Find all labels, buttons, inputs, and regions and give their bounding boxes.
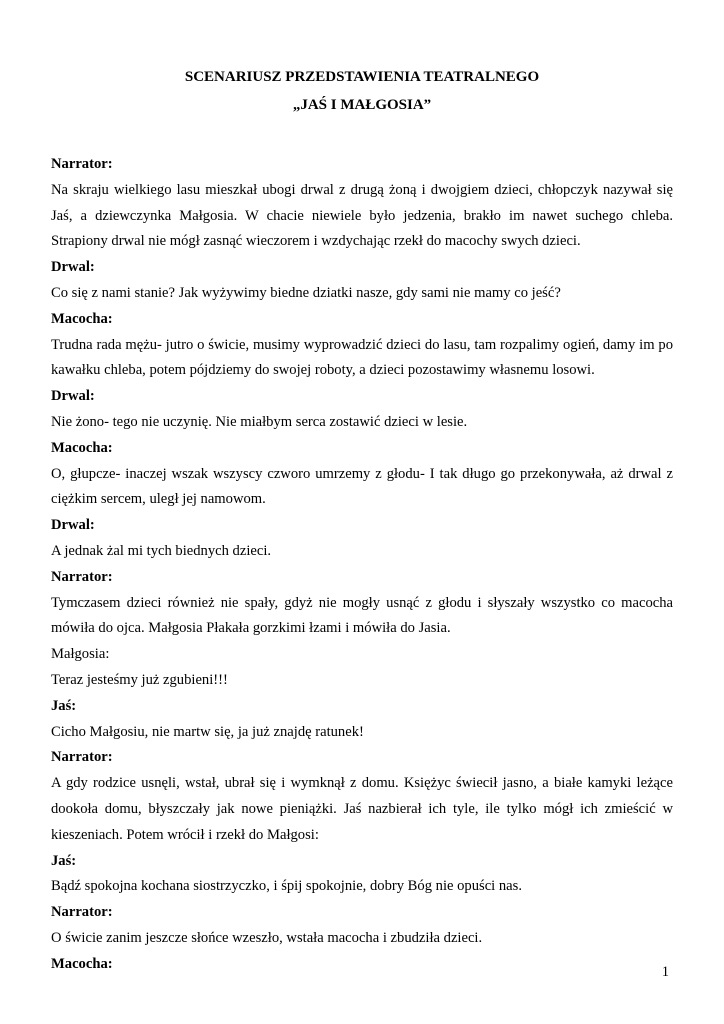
dialogue-line: Na skraju wielkiego lasu mieszkał ubogi drwal z drugą żoną i dwojgiem dzieci, chłopczyk nazywał się Jaś, a dziewczynka Małgosia. W chacie niewiele było jedzenia, brakło im nawet suchego chleba. Strapiony drwal nie mógł zasnąć wieczorem i wzdychając rzekł do macochy swych dzieci. [51, 181, 673, 250]
speaker-label: Macocha: [51, 955, 113, 972]
speaker-label: Macocha: [51, 439, 113, 456]
speaker-label: Jaś: [51, 697, 77, 714]
speaker-label: Drwal: [51, 388, 95, 405]
document-title: SCENARIUSZ PRZEDSTAWIENIA TEATRALNEGO [184, 69, 540, 85]
play-title: „JAŚ I MAŁGOSIA” [292, 97, 432, 113]
script-content [51, 152, 673, 978]
speaker-label: Macocha: [51, 310, 113, 327]
dialogue-line: Co się z nami stanie? Jak wyżywimy biedne dziatki nasze, gdy sami nie mamy co jeść? [51, 284, 561, 301]
speaker-label: Jaś: [51, 852, 77, 869]
speaker-label: Narrator: [51, 568, 113, 585]
page-number: 1 [661, 964, 669, 980]
dialogue-line: A gdy rodzice usnęli, wstał, ubrał się i wymknął z domu. Księżyc świecił jasno, a białe kamyki leżące dookoła domu, błyszczały jak nowe pieniążki. Jaś nazbierał ich tyle, ile tylko mógł ich zmieścić w kieszeniach. Potem wrócił i rzekł do Małgosi: [51, 775, 673, 843]
dialogue-line: O świcie zanim jeszcze słońce wzeszło, wstała macocha i zbudziła dzieci. [51, 929, 483, 946]
speaker-label: Małgosia: [51, 646, 110, 663]
dialogue-line: Cicho Małgosiu, nie martw się, ja już znajdę ratunek! [51, 723, 364, 740]
dialogue-line: A jednak żal mi tych biednych dzieci. [51, 542, 272, 559]
speaker-label: Narrator: [51, 156, 113, 172]
dialogue-line: Bądź spokojna kochana siostrzyczko, i śpij spokojnie, dobry Bóg nie opuści nas. [51, 878, 522, 895]
speaker-label: Drwal: [51, 259, 95, 276]
dialogue-line: Nie żono- tego nie uczynię. Nie miałbym serca zostawić dzieci w lesie. [51, 413, 468, 430]
speaker-label: Narrator: [51, 749, 113, 766]
speaker-label: Drwal: [51, 517, 95, 534]
speaker-label: Narrator: [51, 904, 113, 921]
dialogue-line: Trudna rada mężu- jutro o świcie, musimy wyprowadzić dzieci do lasu, tam rozpalimy ogień, damy im po kawałku chleba, potem pójdziemy do swojej roboty, a dzieci pozostawimy własnemu losowi. [51, 336, 673, 379]
dialogue-line: Teraz jesteśmy już zgubieni!!! [51, 671, 228, 688]
dialogue-line: O, głupcze- inaczej wszak wszyscy czworo umrzemy z głodu- I tak długo go przekonywała, aż drwal z ciężkim sercem, uległ jej namowom. [51, 465, 673, 508]
dialogue-line: Tymczasem dzieci również nie spały, gdyż nie mogły usnąć z głodu i słyszały wszystko co macocha mówiła do ojca. Małgosia Płakała gorzkimi łzami i mówiła do Jasia. [51, 594, 673, 637]
